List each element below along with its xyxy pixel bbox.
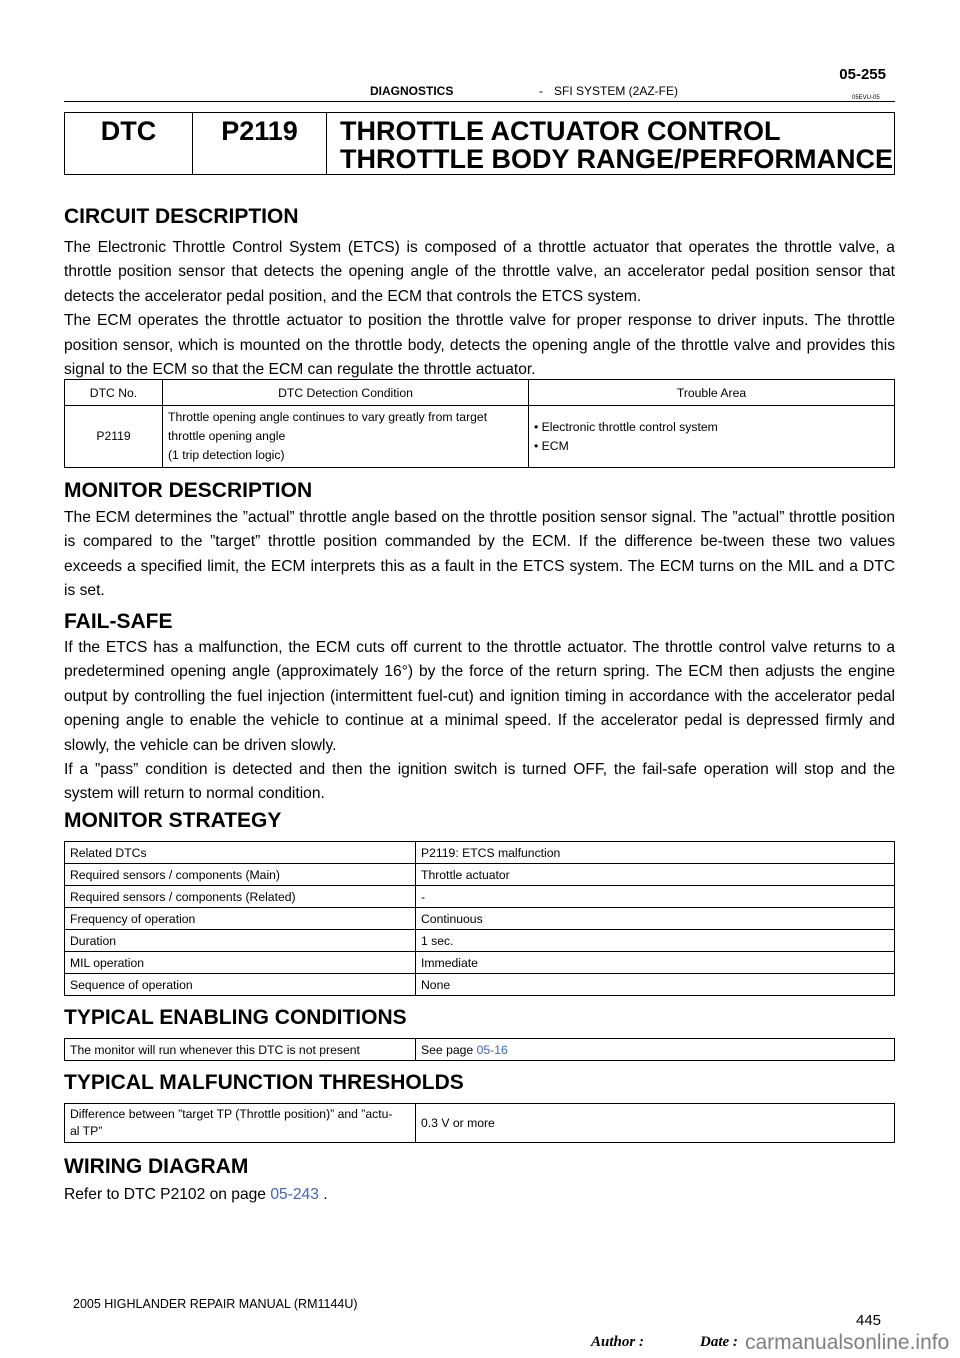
strategy-value: None [416,974,895,996]
condition-line: (1 trip detection logic) [168,448,285,462]
monitor-description-text [64,506,895,604]
threshold-value: 0.3 V or more [416,1104,895,1143]
fail-safe-text [64,636,895,807]
table-row [65,864,895,886]
header-page-number: 05-255 [839,66,886,83]
see-page-label: See page [421,1042,477,1057]
circuit-paragraph-2: The ECM operates the throttle actuator to position the throttle valve for proper response to driver inputs. The throttle position sensor, which is mounted on the throttle body, detects the opening angle of the throttle valve and provides this signal to the ECM so that the ECM can regulate the throttle actuator. [64,312,895,379]
enabling-conditions-table [64,1038,895,1061]
dtc-area-cell [529,406,895,468]
strategy-value: Immediate [416,952,895,974]
wiring-text-suffix: . [318,1186,328,1203]
strategy-key: Frequency of operation [65,908,416,930]
fail-safe-paragraph-1: If the ETCS has a malfunction, the ECM cuts off current to the throttle actuator. The throttle control valve returns to a predetermined opening angle (approximately 16°) by the force of the return spring. The ECM then adjusts the engine output by controlling the fuel injection (intermittent fuel-cut) and ignition timing in accordance with the accelerator pedal opening angle to enable the vehicle to continue at a minimal speed. If the accelerator pedal is depressed firmly and slowly, the vehicle can be driven slowly. [64,639,895,754]
strategy-key: Duration [65,930,416,952]
strategy-value: P2119: ETCS malfunction [416,842,895,864]
area-item: • ECM [534,438,569,453]
table-row [65,406,895,468]
strategy-value: Continuous [416,908,895,930]
dtc-table-header-area: Trouble Area [529,380,895,406]
strategy-value: - [416,886,895,908]
wiring-diagram-heading: WIRING DIAGRAM [64,1155,249,1178]
table-row [65,930,895,952]
enabling-conditions-heading: TYPICAL ENABLING CONDITIONS [64,1006,407,1029]
footer-page-number: 445 [856,1312,882,1329]
header-subsection: SFI SYSTEM (2AZ-FE) [554,84,679,98]
condition-line: Throttle opening angle continues to vary greatly from target [168,410,488,424]
header-dash: - [539,84,543,98]
enabling-condition: The monitor will run whenever this DTC is not present [65,1039,416,1061]
page-link-05-16[interactable]: 05-16 [476,1042,508,1057]
dtc-table-header [65,380,895,406]
dtc-table-header-no: DTC No. [65,380,163,406]
circuit-description-text [64,236,895,382]
table-row [65,974,895,996]
dtc-label: DTC [65,113,193,174]
dtc-title-line2: THROTTLE BODY RANGE/PERFORMANCE [340,144,894,174]
dtc-code: P2119 [193,113,327,174]
threshold-line: Difference between ”target TP (Throttle position)” and ”actu- [70,1107,393,1121]
monitor-strategy-table [64,841,895,996]
footer-author-label: Author : [591,1334,644,1350]
wiring-diagram-text [64,1183,895,1207]
fail-safe-paragraph-2: If a ”pass” condition is detected and then the ignition switch is turned OFF, the fail-safe operation will stop and the system will return to normal condition. [64,761,895,803]
strategy-value: Throttle actuator [416,864,895,886]
circuit-description-heading: CIRCUIT DESCRIPTION [64,205,299,228]
dtc-no-cell: P2119 [65,406,163,468]
strategy-key: Required sensors / components (Related) [65,886,416,908]
table-row [65,842,895,864]
header-code: 05EVU-05 [852,95,880,101]
area-item: • Electronic throttle control system [534,419,718,434]
strategy-key: Required sensors / components (Main) [65,864,416,886]
dtc-table [64,379,895,468]
strategy-key: Related DTCs [65,842,416,864]
table-row [65,952,895,974]
dtc-title-box [64,112,895,175]
enabling-reference [416,1039,895,1061]
threshold-condition [65,1104,416,1143]
footer-date-label: Date : [700,1334,738,1350]
monitor-description-heading: MONITOR DESCRIPTION [64,479,313,502]
circuit-paragraph-1: The Electronic Throttle Control System (ETCS) is composed of a throttle actuator that operates the throttle valve, a throttle position sensor that detects the opening angle of the throttle valve, an accelerator pedal position sensor that detects the accelerator pedal position, and the ECM that controls the ETCS system. [64,239,895,305]
monitor-paragraph: The ECM determines the ”actual” throttle angle based on the throttle position sensor signal. The ”actual” throttle position is compared to the ”target” throttle position commanded by the ECM. If the difference be-tween these two values exceeds a specified limit, the ECM interprets this as a fault in the ETCS system. The ECM turns on the MIL and a DTC is set. [64,509,895,600]
threshold-line: al TP” [70,1124,103,1138]
dtc-condition-cell [163,406,529,468]
monitor-strategy-heading: MONITOR STRATEGY [64,809,282,832]
watermark-text: carmanualsonline.info [745,1331,950,1354]
page-link-05-243[interactable]: 05-243 [270,1186,319,1203]
fail-safe-heading: FAIL-SAFE [64,610,173,633]
dtc-title-line1: THROTTLE ACTUATOR CONTROL [340,116,781,146]
thresholds-table [64,1103,895,1143]
table-row [65,1104,895,1143]
table-row [65,1039,895,1061]
strategy-value: 1 sec. [416,930,895,952]
dtc-title [327,113,893,174]
table-row [65,886,895,908]
header-rule [64,101,895,102]
condition-line: throttle opening angle [168,429,286,443]
wiring-text: Refer to DTC P2102 on page [64,1186,271,1203]
thresholds-heading: TYPICAL MALFUNCTION THRESHOLDS [64,1071,464,1094]
footer-manual-title: 2005 HIGHLANDER REPAIR MANUAL (RM1144U) [73,1297,358,1311]
table-row [65,908,895,930]
strategy-key: MIL operation [65,952,416,974]
strategy-key: Sequence of operation [65,974,416,996]
header-section: DIAGNOSTICS [370,84,454,98]
dtc-table-header-condition: DTC Detection Condition [163,380,529,406]
